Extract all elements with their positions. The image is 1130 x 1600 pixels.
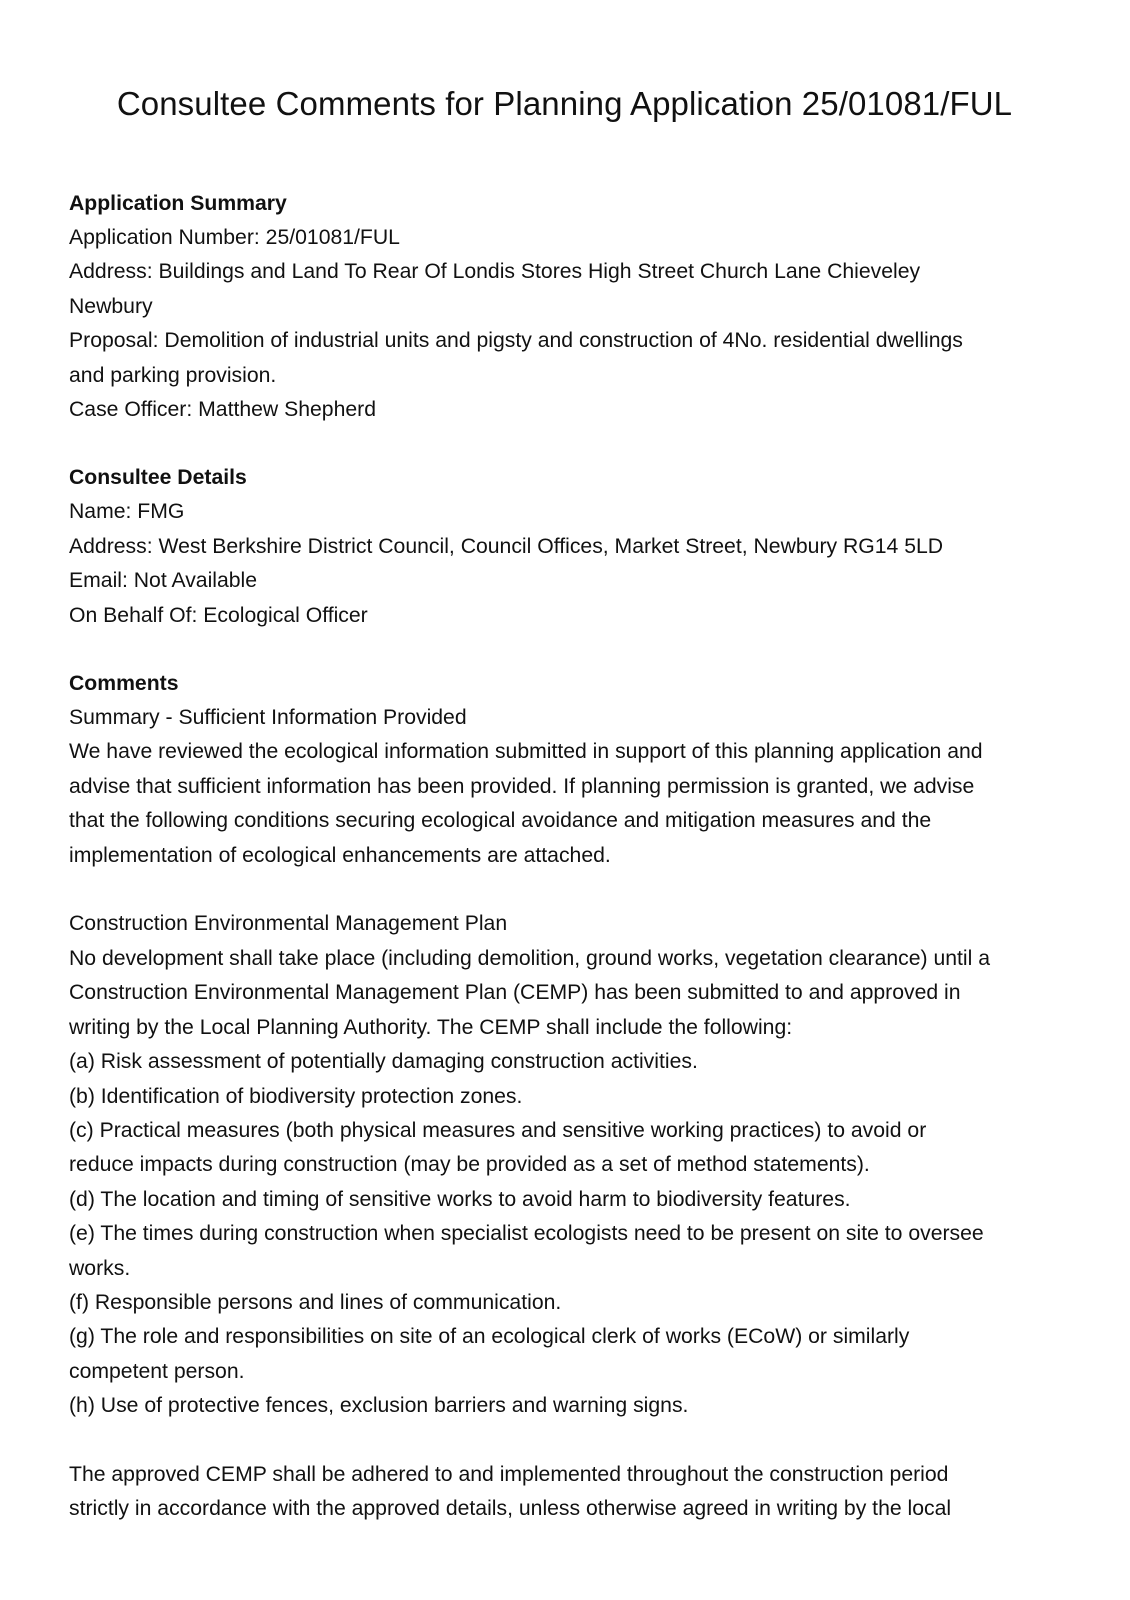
comments-section <box>69 667 1060 1527</box>
approval-paragraph <box>69 1458 1060 1527</box>
application-address-continuation: Newbury <box>69 294 153 318</box>
cemp-item-e-continuation: works. <box>69 1256 131 1280</box>
consultee-details-section <box>69 461 1060 633</box>
proposal-continuation: and parking provision. <box>69 363 277 387</box>
cemp-item-g: (g) The role and responsibilities on site of an ecological clerk of works (ECoW) or similarly <box>69 1325 910 1349</box>
cemp-item-c: (c) Practical measures (both physical measures and sensitive working practices) to avoid or <box>69 1118 927 1142</box>
consultee-name-line: Name: FMG <box>69 500 185 524</box>
cemp-item-e: (e) The times during construction when specialist ecologists need to be present on site to oversee <box>69 1222 984 1246</box>
case-officer-line: Case Officer: Matthew Shepherd <box>69 398 376 422</box>
cemp-title-line: Construction Environmental Management Plan <box>69 912 508 936</box>
cemp-item-g-continuation: competent person. <box>69 1359 245 1383</box>
consultee-address-line: Address: West Berkshire District Council, Council Offices, Market Street, Newbury RG14 5LD <box>69 534 944 558</box>
cemp-text-line: No development shall take place (including demolition, ground works, vegetation clearance) until a <box>69 946 991 970</box>
cemp-item-d: (d) The location and timing of sensitive works to avoid harm to biodiversity features. <box>69 1187 851 1211</box>
summary-text-line: implementation of ecological enhancements are attached. <box>69 843 611 867</box>
page-title: Consultee Comments for Planning Application 25/01081/FUL <box>116 85 1013 122</box>
consultee-details-heading: Consultee Details <box>69 466 247 490</box>
comments-heading: Comments <box>69 672 179 696</box>
application-summary-heading: Application Summary <box>69 192 287 215</box>
approval-text-line: strictly in accordance with the approved details, unless otherwise agreed in writing by the local <box>69 1497 952 1521</box>
paragraph-spacer <box>69 873 1060 907</box>
consultee-email-line: Email: Not Available <box>69 569 258 593</box>
cemp-item-f: (f) Responsible persons and lines of communication. <box>69 1290 562 1314</box>
summary-text-line: We have reviewed the ecological information submitted in support of this planning application and <box>69 740 983 764</box>
application-number-line: Application Number: 25/01081/FUL <box>69 226 400 249</box>
cemp-paragraph <box>69 907 1060 1423</box>
summary-title-line: Summary - Sufficient Information Provided <box>69 706 467 730</box>
on-behalf-of-line: On Behalf Of: Ecological Officer <box>69 603 368 627</box>
cemp-item-c-continuation: reduce impacts during construction (may be provided as a set of method statements). <box>69 1153 870 1177</box>
summary-paragraph <box>69 701 1060 873</box>
cemp-text-line: Construction Environmental Management Plan (CEMP) has been submitted to and approved in <box>69 981 961 1005</box>
cemp-item-h: (h) Use of protective fences, exclusion barriers and warning signs. <box>69 1394 689 1418</box>
paragraph-spacer <box>69 1424 1060 1458</box>
summary-text-line: advise that sufficient information has been provided. If planning permission is granted, we advise <box>69 774 975 798</box>
application-address-line: Address: Buildings and Land To Rear Of Londis Stores High Street Church Lane Chieveley <box>69 260 921 284</box>
proposal-line: Proposal: Demolition of industrial units and pigsty and construction of 4No. residential dwellings <box>69 329 963 353</box>
cemp-item-a: (a) Risk assessment of potentially damaging construction activities. <box>69 1050 698 1074</box>
summary-text-line: that the following conditions securing ecological avoidance and mitigation measures and the <box>69 809 932 833</box>
application-summary-section <box>69 187 1060 427</box>
cemp-item-b: (b) Identification of biodiversity protection zones. <box>69 1084 523 1108</box>
cemp-text-line: writing by the Local Planning Authority. The CEMP shall include the following: <box>69 1015 793 1039</box>
approval-text-line: The approved CEMP shall be adhered to and implemented throughout the construction period <box>69 1462 949 1486</box>
